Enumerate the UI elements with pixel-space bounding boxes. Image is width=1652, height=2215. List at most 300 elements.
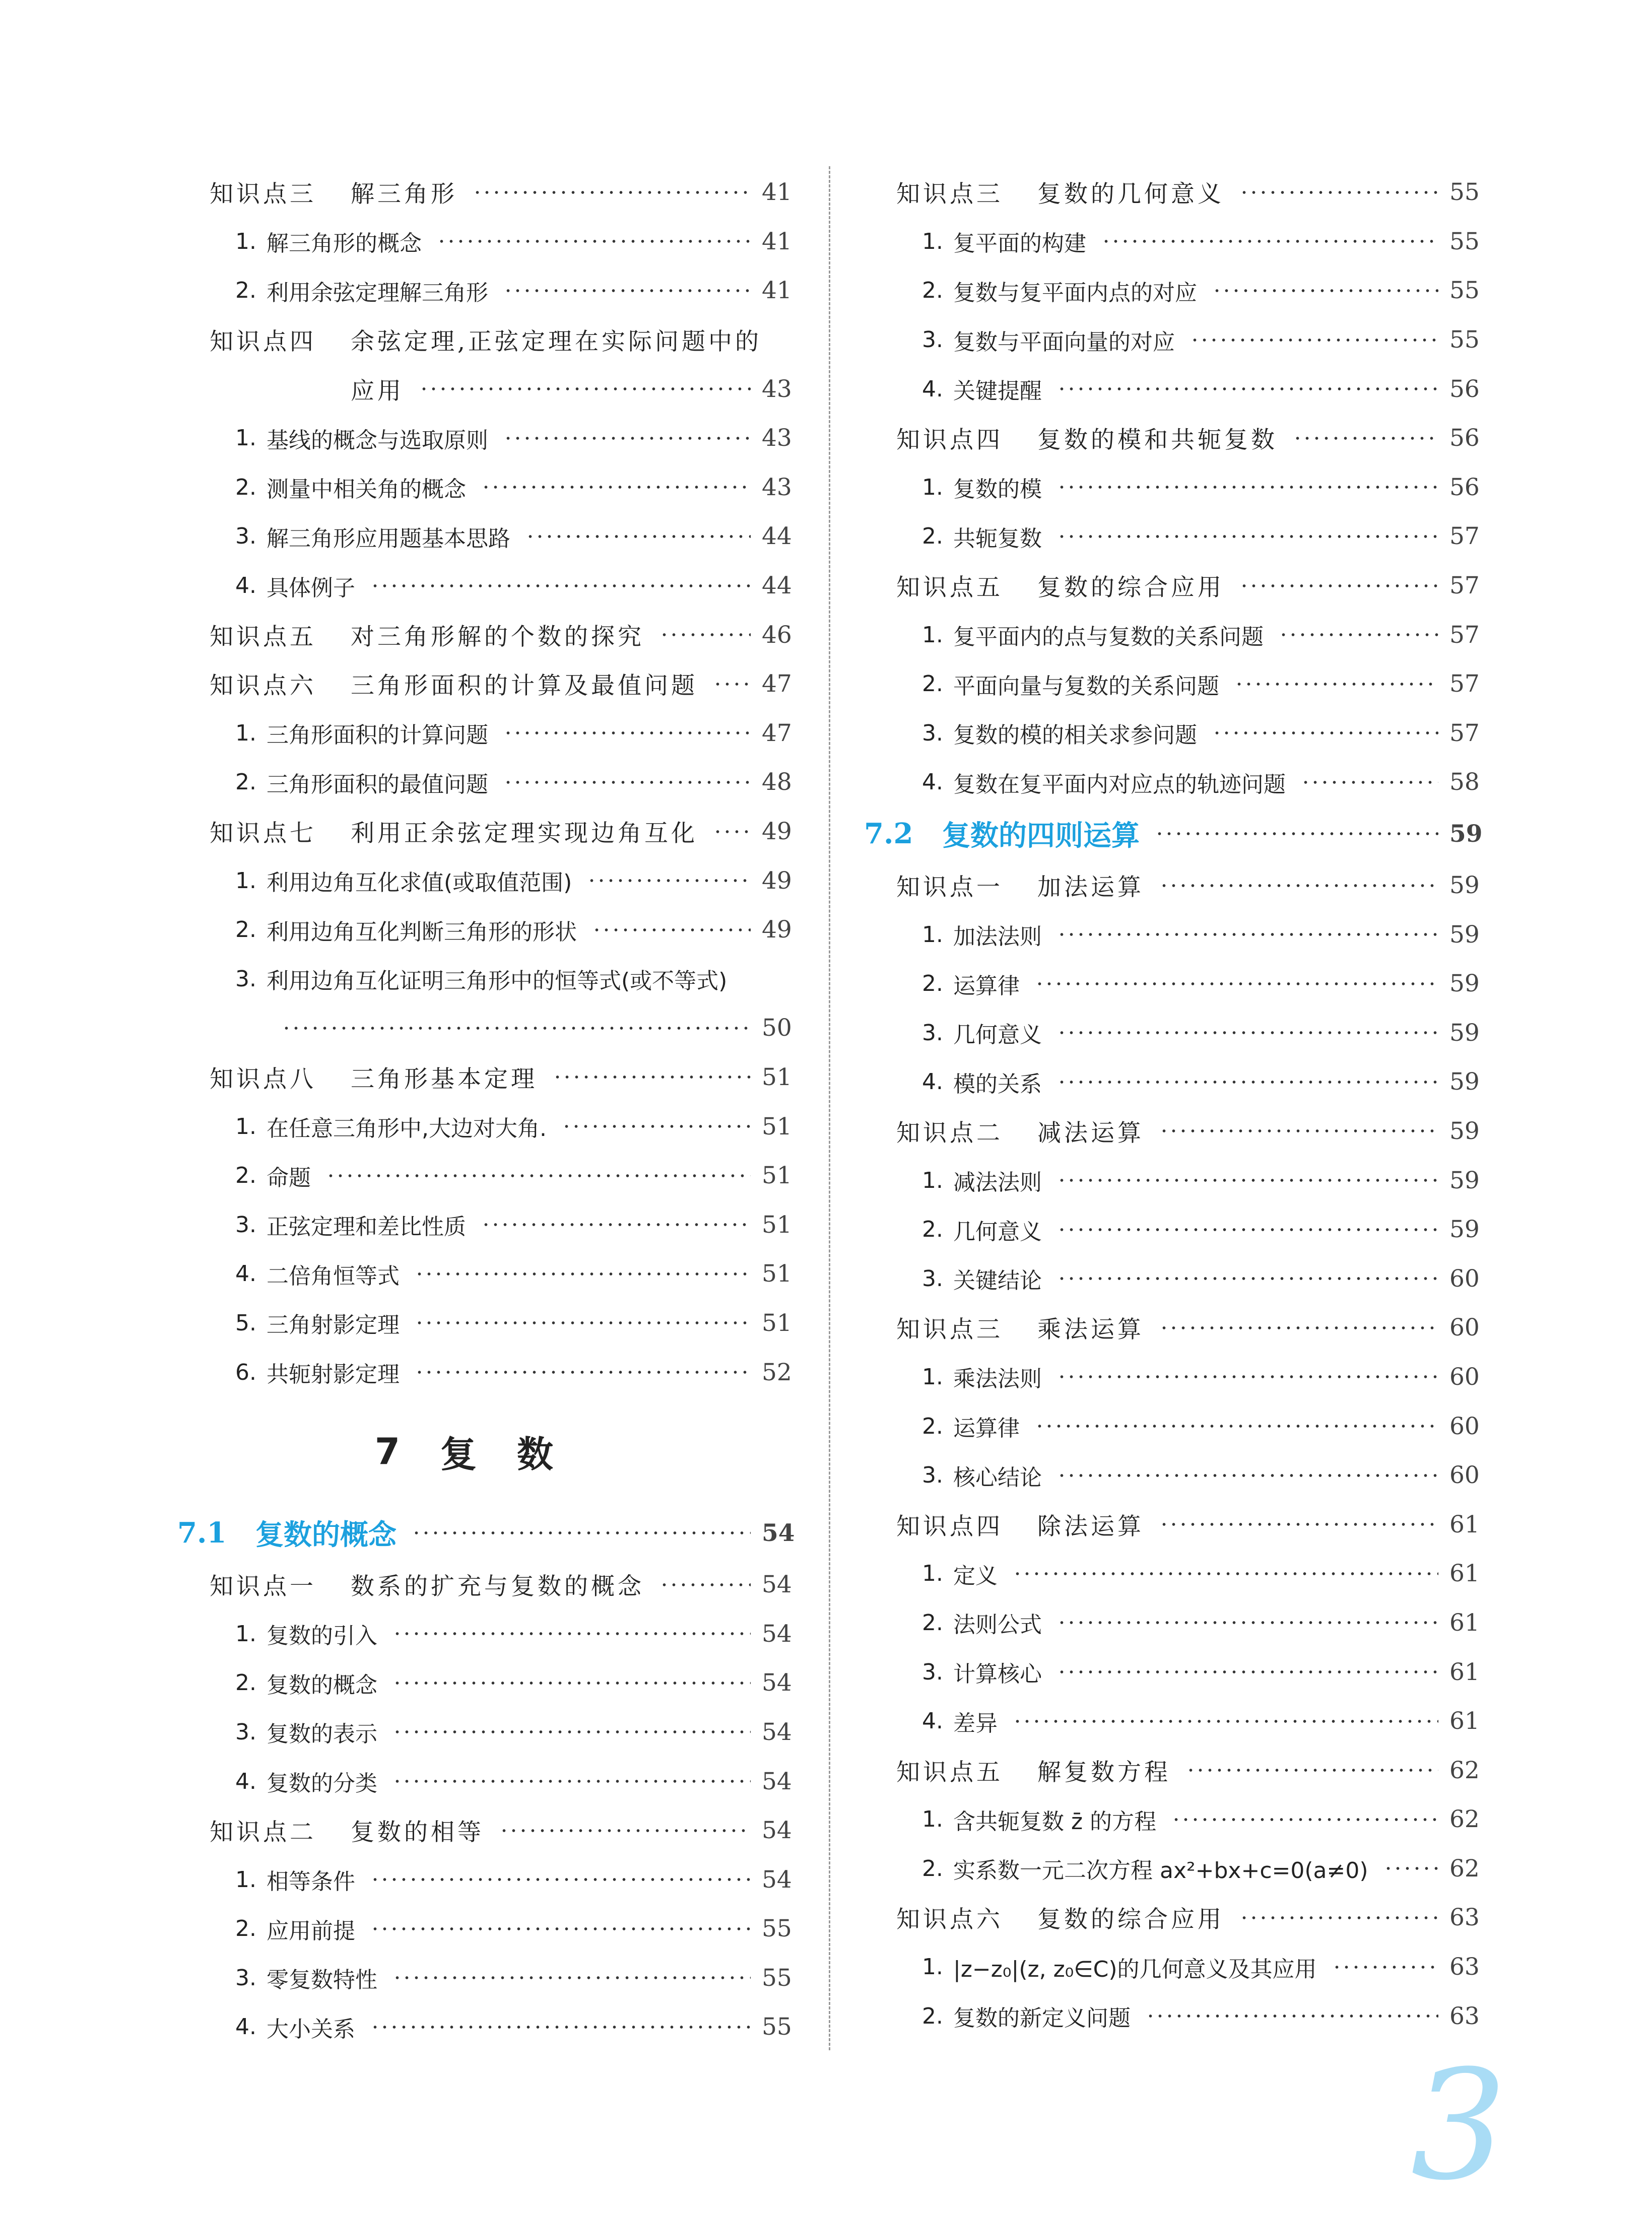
dot-leader xyxy=(1301,780,1438,784)
page-ref: 57 xyxy=(1449,621,1480,649)
toc-entry-kp[interactable] xyxy=(177,315,791,365)
chapter-title xyxy=(177,1397,791,1506)
toc-entry-item[interactable] xyxy=(177,2002,791,2052)
entry-title: 运算律 xyxy=(953,1416,1020,1442)
entry-number: 4. xyxy=(922,1708,943,1734)
knowledge-point-label: 知识点二 xyxy=(896,1119,1003,1147)
dot-leader xyxy=(1057,932,1438,936)
page-ref: 54 xyxy=(762,1767,792,1795)
entry-number: 1. xyxy=(922,474,943,500)
toc-entry-item[interactable] xyxy=(864,1795,1479,1844)
entry-title: 几何意义 xyxy=(953,1022,1042,1048)
toc-entry-item[interactable] xyxy=(864,1991,1479,2041)
entry-number: 2. xyxy=(922,1855,943,1882)
toc-entry-item[interactable] xyxy=(177,905,791,955)
toc-entry-item[interactable] xyxy=(177,1151,791,1200)
entry-title: 运算律 xyxy=(953,973,1020,999)
page-ref: 44 xyxy=(762,572,792,600)
dot-leader xyxy=(415,1321,751,1325)
toc-entry-item[interactable] xyxy=(864,1598,1479,1648)
entry-number: 4. xyxy=(235,573,256,599)
page-ref: 57 xyxy=(1449,670,1480,698)
toc-entry-item[interactable] xyxy=(177,1102,791,1151)
toc-entry-item[interactable] xyxy=(177,217,791,266)
entry-number: 1. xyxy=(922,228,943,254)
entry-title: 复数的表示 xyxy=(267,1721,377,1748)
entry-title: 正弦定理和差比性质 xyxy=(267,1214,466,1240)
toc-entry-item[interactable] xyxy=(177,856,791,905)
entry-title: 差异 xyxy=(953,1710,998,1736)
page-ref: 55 xyxy=(1449,326,1480,354)
dot-leader xyxy=(370,2025,751,2029)
entry-number: 3. xyxy=(235,1965,256,1991)
page-ref: 54 xyxy=(762,1519,795,1547)
entry-number: 3. xyxy=(235,1212,256,1238)
page-ref: 48 xyxy=(762,768,792,796)
page-ref: 49 xyxy=(762,818,792,846)
entry-title: 定义 xyxy=(953,1563,998,1589)
page-ref: 63 xyxy=(1449,1904,1480,1932)
entry-title: 三角形面积的计算问题 xyxy=(267,722,488,749)
toc-entry-item[interactable] xyxy=(864,1549,1479,1598)
toc-entry-kp[interactable] xyxy=(177,807,791,856)
dot-leader xyxy=(1146,2014,1438,2018)
dot-leader xyxy=(1159,1522,1438,1526)
page-ref: 61 xyxy=(1449,1560,1480,1588)
toc-entry-item[interactable] xyxy=(177,1658,791,1708)
toc-entry-item[interactable] xyxy=(177,561,791,611)
entry-number: 1. xyxy=(235,1866,256,1893)
dot-leader xyxy=(1234,682,1438,686)
page-ref: 51 xyxy=(762,1260,792,1288)
entry-number: 1. xyxy=(235,1113,256,1139)
entry-number: 1. xyxy=(922,1167,943,1193)
entry-title: 复平面内的点与复数的关系问题 xyxy=(953,624,1264,650)
dot-leader xyxy=(1171,1818,1438,1822)
entry-title: 应用 xyxy=(351,377,404,405)
toc-entry-item[interactable] xyxy=(177,1348,791,1397)
entry-number: 3. xyxy=(922,720,943,746)
dot-leader xyxy=(1293,436,1438,440)
dot-leader xyxy=(370,1927,751,1931)
toc-entry-item[interactable] xyxy=(864,217,1479,266)
page-ref: 41 xyxy=(762,178,792,207)
dot-leader xyxy=(1057,1178,1438,1182)
entry-title: 复数与复平面内点的对应 xyxy=(953,280,1197,306)
toc-entry-item[interactable] xyxy=(864,610,1479,659)
dot-leader xyxy=(562,1124,751,1128)
knowledge-point-label: 知识点四 xyxy=(896,1512,1003,1540)
toc-entry-kp[interactable] xyxy=(864,168,1479,217)
entry-title: 复数与平面向量的对应 xyxy=(953,329,1175,355)
toc-entry-item[interactable] xyxy=(177,955,791,1004)
toc-entry-kp[interactable] xyxy=(864,414,1479,463)
entry-title: 复数的概念 xyxy=(267,1672,377,1698)
entry-title: 三角形面积的计算及最值问题 xyxy=(351,672,698,700)
entry-title: 复平面的构建 xyxy=(953,231,1086,257)
toc-entry-item[interactable] xyxy=(177,1757,791,1806)
dot-leader xyxy=(1057,1621,1438,1625)
page-ref: 54 xyxy=(762,1669,792,1697)
dot-leader xyxy=(1035,982,1438,986)
entry-title: 利用边角互化证明三角形中的恒等式(或不等式) xyxy=(267,968,728,994)
entry-number: 2. xyxy=(235,278,256,304)
entry-number: 3. xyxy=(922,1020,943,1046)
page-ref: 59 xyxy=(1449,1216,1480,1244)
page-ref: 57 xyxy=(1449,719,1480,747)
dot-leader xyxy=(503,436,751,440)
toc-entry-item[interactable] xyxy=(864,266,1479,315)
page-ref: 60 xyxy=(1449,1314,1480,1342)
entry-title: 解三角形的概念 xyxy=(267,231,422,257)
page-ref: 61 xyxy=(1449,1707,1480,1735)
dot-leader xyxy=(1212,731,1438,735)
dot-leader xyxy=(1190,338,1438,342)
dot-leader xyxy=(553,1075,751,1079)
entry-title: 三角形基本定理 xyxy=(351,1065,538,1093)
knowledge-point-label: 知识点三 xyxy=(210,180,316,209)
toc-entry-item[interactable] xyxy=(864,959,1479,1009)
page-ref: 57 xyxy=(1449,572,1480,600)
dot-leader xyxy=(392,1779,751,1783)
entry-title: 加法运算 xyxy=(1037,874,1144,902)
entry-number: 1. xyxy=(235,1621,256,1647)
entry-number: 1. xyxy=(922,1954,943,1980)
toc-entry-item[interactable] xyxy=(177,1855,791,1904)
entry-title: 二倍角恒等式 xyxy=(267,1263,400,1289)
page-ref: 52 xyxy=(762,1358,792,1386)
entry-number: 2. xyxy=(235,917,256,943)
entry-number: 1. xyxy=(922,1364,943,1390)
entry-title: 几何意义 xyxy=(953,1219,1042,1245)
toc-entry-item[interactable] xyxy=(864,1697,1479,1746)
entry-title: 利用边角互化判断三角形的形状 xyxy=(267,919,577,945)
entry-title: 除法运算 xyxy=(1037,1512,1144,1540)
toc-entry-kp[interactable] xyxy=(864,1107,1479,1156)
dot-leader xyxy=(437,239,751,243)
dot-leader xyxy=(1239,1916,1438,1920)
toc-entry-item[interactable] xyxy=(177,1708,791,1757)
entry-number: 2. xyxy=(922,1609,943,1636)
dot-leader xyxy=(370,1877,751,1882)
entry-title: 命题 xyxy=(267,1165,311,1191)
entry-title: 复数的模和共轭复数 xyxy=(1037,426,1278,454)
knowledge-point-label: 知识点三 xyxy=(896,1316,1003,1344)
dot-leader xyxy=(1057,1473,1438,1478)
page-ref: 44 xyxy=(762,522,792,551)
dot-leader xyxy=(473,190,751,194)
toc-entry-item[interactable] xyxy=(864,1156,1479,1205)
entry-title: 对三角形解的个数的探究 xyxy=(351,623,644,651)
dot-leader xyxy=(1057,1031,1438,1035)
toc-entry-item[interactable] xyxy=(864,1353,1479,1402)
toc-entry-item[interactable] xyxy=(177,1249,791,1299)
page-ref: 59 xyxy=(1449,1117,1480,1145)
entry-number: 4. xyxy=(922,1069,943,1095)
entry-title: 复数的相等 xyxy=(351,1819,484,1847)
section-title: 复数的概念 xyxy=(255,1519,397,1552)
page-ref: 49 xyxy=(762,916,792,944)
toc-entry-kp[interactable] xyxy=(177,1806,791,1855)
knowledge-point-label: 知识点八 xyxy=(210,1065,316,1093)
knowledge-point-label: 知识点七 xyxy=(210,820,316,848)
entry-title: 关键结论 xyxy=(953,1268,1042,1294)
toc-entry-item[interactable] xyxy=(864,659,1479,709)
toc-entry-item[interactable] xyxy=(864,1401,1479,1451)
toc-entry-item[interactable] xyxy=(864,709,1479,758)
entry-number: 4. xyxy=(235,1768,256,1794)
dot-leader xyxy=(1101,239,1438,243)
entry-number: 2. xyxy=(922,1217,943,1243)
section-title: 复数的四则运算 xyxy=(942,820,1140,853)
entry-number: 2. xyxy=(235,769,256,795)
toc-entry-kp[interactable] xyxy=(864,1893,1479,1942)
entry-number: 2. xyxy=(922,523,943,550)
entry-number: 3. xyxy=(235,1719,256,1745)
page-ref: 55 xyxy=(762,2013,792,2041)
entry-number: 2. xyxy=(922,1413,943,1439)
dot-leader xyxy=(392,1681,751,1685)
dot-leader xyxy=(415,1370,751,1374)
page-ref: 60 xyxy=(1449,1461,1480,1490)
dot-leader xyxy=(392,1976,751,1980)
dot-leader xyxy=(282,1026,751,1030)
toc-entry-kp[interactable] xyxy=(864,1303,1479,1353)
toc-entry-item[interactable] xyxy=(177,758,791,807)
page-ref: 56 xyxy=(1449,473,1480,501)
dot-leader xyxy=(419,387,751,391)
toc-entry-item[interactable] xyxy=(177,1954,791,2003)
page-ref: 59 xyxy=(1449,871,1480,900)
dot-leader xyxy=(481,1223,751,1227)
entry-title: 利用边角互化求值(或取值范围) xyxy=(267,870,572,896)
entry-title: 含共轭复数 z̄ 的方程 xyxy=(953,1808,1157,1835)
page-ref: 60 xyxy=(1449,1412,1480,1440)
page-ref: 51 xyxy=(762,1162,792,1190)
toc-entry-item[interactable] xyxy=(864,1254,1479,1303)
dot-leader xyxy=(370,584,751,588)
page-ref: 54 xyxy=(762,1571,792,1599)
toc-entry-item[interactable] xyxy=(177,1904,791,1954)
entry-number: 3. xyxy=(922,1265,943,1292)
entry-title: 解三角形 xyxy=(351,180,457,209)
toc-entry-item[interactable] xyxy=(864,758,1479,807)
toc-entry-item[interactable] xyxy=(864,512,1479,561)
dot-leader xyxy=(1057,387,1438,391)
entry-number: 1. xyxy=(922,622,943,648)
toc-entry-item[interactable] xyxy=(864,1942,1479,1992)
dot-leader xyxy=(659,633,751,637)
entry-title: 基线的概念与选取原则 xyxy=(267,427,488,453)
dot-leader xyxy=(503,731,751,735)
page-ref: 61 xyxy=(1449,1658,1480,1686)
entry-title: 共轭复数 xyxy=(953,525,1042,552)
entry-number: 2. xyxy=(235,474,256,500)
toc-entry-item[interactable] xyxy=(177,1299,791,1348)
dot-leader xyxy=(587,879,751,883)
entry-number: 3. xyxy=(235,523,256,550)
toc-entry-item[interactable] xyxy=(177,709,791,758)
entry-title: 乘法运算 xyxy=(1037,1316,1144,1344)
toc-entry-item[interactable] xyxy=(864,1647,1479,1697)
page-ref: 51 xyxy=(762,1063,792,1091)
toc-entry-kp[interactable] xyxy=(864,561,1479,611)
entry-number: 4. xyxy=(922,376,943,402)
page-ref: 43 xyxy=(762,375,792,403)
entry-title: 利用正余弦定理实现边角互化 xyxy=(351,820,698,848)
entry-title: 复数的模 xyxy=(953,477,1042,503)
knowledge-point-label: 知识点六 xyxy=(896,1906,1003,1934)
entry-title: 应用前提 xyxy=(267,1918,355,1944)
page-ref: 60 xyxy=(1449,1264,1480,1293)
dot-leader xyxy=(499,1829,751,1833)
toc-entry-item[interactable] xyxy=(177,266,791,315)
toc-entry-item[interactable] xyxy=(864,315,1479,365)
entry-title: 模的关系 xyxy=(953,1071,1042,1097)
entry-title: 在任意三角形中,大边对大角. xyxy=(267,1116,547,1142)
entry-title: 共轭射影定理 xyxy=(267,1362,400,1388)
page-ref: 59 xyxy=(1449,1019,1480,1047)
page-ref: 59 xyxy=(1449,1166,1480,1194)
page-ref: 55 xyxy=(1449,277,1480,305)
dot-leader xyxy=(659,1583,751,1587)
toc-entry-kp[interactable] xyxy=(864,1500,1479,1549)
toc-entry-item[interactable] xyxy=(864,1009,1479,1058)
entry-number: 1. xyxy=(922,1561,943,1587)
entry-title: 大小关系 xyxy=(267,2016,355,2042)
entry-title: 加法法则 xyxy=(953,924,1042,950)
toc-entry-kp[interactable] xyxy=(177,659,791,709)
toc-entry-item[interactable] xyxy=(177,512,791,561)
toc-entry-item[interactable] xyxy=(177,463,791,512)
entry-number: 2. xyxy=(235,1670,256,1696)
entry-number: 2. xyxy=(922,971,943,997)
toc-right-column xyxy=(864,168,1483,2041)
dot-leader xyxy=(713,682,751,686)
toc-entry-section[interactable] xyxy=(177,1506,795,1560)
toc-entry-section[interactable] xyxy=(864,807,1483,861)
page-ref: 43 xyxy=(762,424,792,452)
entry-title: 复数的几何意义 xyxy=(1037,180,1224,209)
toc-entry-item[interactable] xyxy=(864,910,1479,959)
page-ref: 47 xyxy=(762,670,792,698)
toc-entry-kp[interactable] xyxy=(177,1560,791,1609)
toc-entry-kp[interactable] xyxy=(177,168,791,217)
toc-left-column xyxy=(177,168,795,2052)
knowledge-point-label: 知识点五 xyxy=(896,574,1003,602)
page-ref: 51 xyxy=(762,1211,792,1239)
column-divider xyxy=(829,166,830,2050)
entry-number: 2. xyxy=(235,1916,256,1942)
page-ref: 57 xyxy=(1449,522,1480,551)
entry-number: 2. xyxy=(922,2003,943,2029)
toc-entry-cont[interactable] xyxy=(177,364,791,414)
knowledge-point-label: 知识点三 xyxy=(896,180,1003,209)
toc-entry-kp[interactable] xyxy=(864,861,1479,910)
entry-number: 3. xyxy=(922,327,943,353)
page-ref: 55 xyxy=(762,1915,792,1943)
toc-entry-kp[interactable] xyxy=(177,610,791,659)
dot-leader xyxy=(1159,1326,1438,1330)
dot-leader xyxy=(1057,1080,1438,1084)
dot-leader xyxy=(1057,485,1438,489)
entry-title: 解复数方程 xyxy=(1037,1758,1171,1786)
knowledge-point-label: 知识点六 xyxy=(210,672,316,700)
dot-leader xyxy=(1332,1965,1438,1969)
entry-number: 4. xyxy=(235,2014,256,2040)
toc-entry-item[interactable] xyxy=(864,364,1479,414)
knowledge-point-label: 知识点四 xyxy=(210,328,316,356)
entry-number: 3. xyxy=(922,1659,943,1685)
entry-title: |z−z₀|(z, z₀∈C)的几何意义及其应用 xyxy=(953,1956,1317,1982)
entry-number: 1. xyxy=(235,425,256,451)
toc-entry-item[interactable] xyxy=(864,1205,1479,1254)
dot-leader xyxy=(1155,832,1438,836)
dot-leader xyxy=(392,1632,751,1636)
page-ref: 51 xyxy=(762,1112,792,1140)
entry-title: 计算核心 xyxy=(953,1661,1042,1688)
page-ref: 43 xyxy=(762,473,792,501)
toc-entry-item[interactable] xyxy=(177,1200,791,1249)
entry-title: 零复数特性 xyxy=(267,1967,377,1993)
page-ref: 47 xyxy=(762,719,792,747)
knowledge-point-label: 知识点一 xyxy=(210,1573,316,1601)
page-ref: 41 xyxy=(762,277,792,305)
entry-title: 测量中相关角的概念 xyxy=(267,477,466,503)
page-ref: 62 xyxy=(1449,1756,1480,1784)
toc-entry-item[interactable] xyxy=(864,463,1479,512)
page-number: 3 xyxy=(1411,2038,1507,2213)
toc-entry-cont2[interactable] xyxy=(177,1003,791,1053)
entry-title: 解三角形应用题基本思路 xyxy=(267,525,510,552)
entry-number: 5. xyxy=(235,1310,256,1336)
dot-leader xyxy=(1057,1277,1438,1281)
page-ref: 49 xyxy=(762,866,792,895)
toc-entry-item[interactable] xyxy=(864,1057,1479,1107)
page-ref: 63 xyxy=(1449,1953,1480,1981)
toc-entry-kp[interactable] xyxy=(864,1746,1479,1795)
dot-leader xyxy=(481,485,751,489)
toc-entry-item[interactable] xyxy=(864,1844,1479,1894)
dot-leader xyxy=(1239,584,1438,588)
entry-title: 复数的模的相关求参问题 xyxy=(953,722,1197,749)
entry-title: 数系的扩充与复数的概念 xyxy=(351,1573,644,1601)
dot-leader xyxy=(1013,1572,1438,1576)
dot-leader xyxy=(1159,884,1438,888)
dot-leader xyxy=(1279,633,1438,637)
page-ref: 56 xyxy=(1449,424,1480,452)
page-ref: 59 xyxy=(1449,820,1483,848)
chapter-number: 7 xyxy=(374,1430,401,1473)
entry-title: 复数的分类 xyxy=(267,1771,377,1797)
dot-leader xyxy=(525,534,751,539)
dot-leader xyxy=(592,928,751,932)
dot-leader xyxy=(503,780,751,784)
toc-entry-item[interactable] xyxy=(177,414,791,463)
dot-leader xyxy=(1057,1228,1438,1232)
toc-entry-item[interactable] xyxy=(864,1451,1479,1500)
dot-leader xyxy=(1057,534,1438,539)
entry-number: 1. xyxy=(922,921,943,948)
page-ref: 63 xyxy=(1449,2002,1480,2030)
dot-leader xyxy=(1159,1129,1438,1133)
knowledge-point-label: 知识点二 xyxy=(210,1819,316,1847)
dot-leader xyxy=(1057,1670,1438,1674)
toc-entry-kp[interactable] xyxy=(177,1053,791,1102)
toc-entry-item[interactable] xyxy=(177,1609,791,1658)
chapter-title-char: 数 xyxy=(517,1433,554,1476)
entry-title: 复数的新定义问题 xyxy=(953,2005,1131,2032)
